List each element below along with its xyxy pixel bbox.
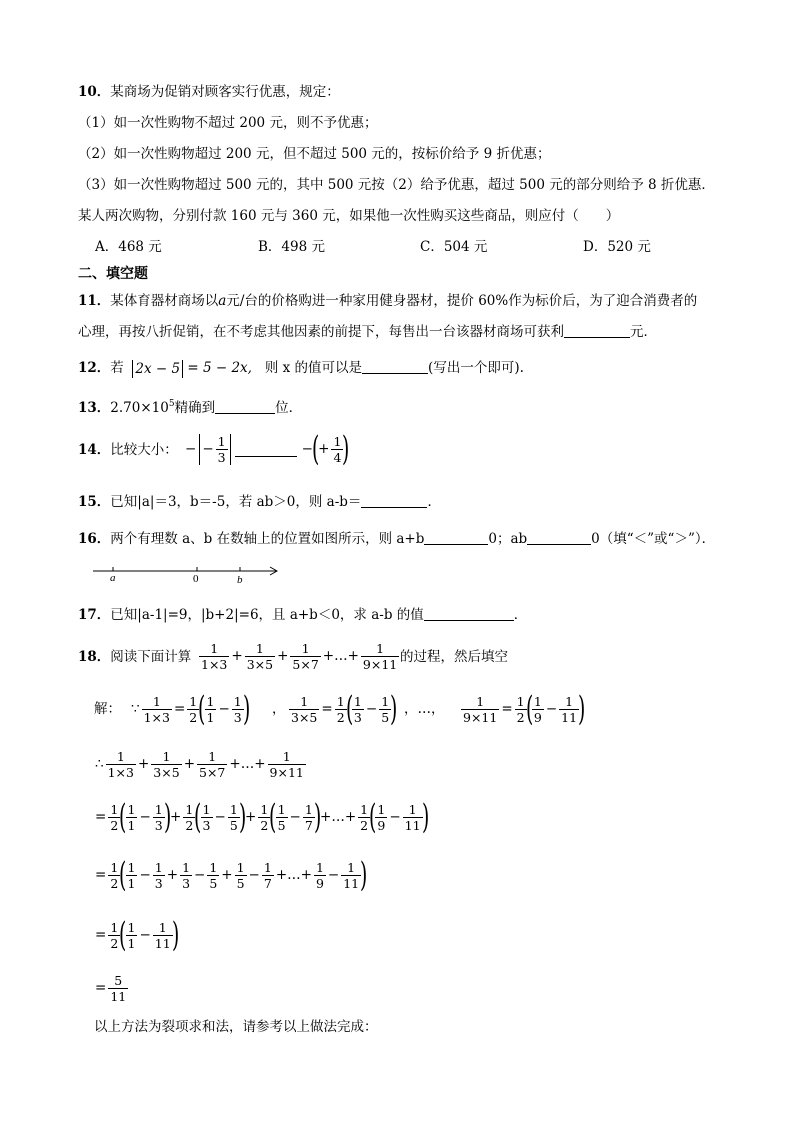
q11-answer-blank[interactable] xyxy=(564,323,630,338)
q15-answer-blank[interactable] xyxy=(361,493,427,508)
telescoping-step: = $\frac{1}{2}$ ( $\frac{1}{1}$ − $\frac{1}{3}$ + $\frac{1}{3}$ − $\frac{1}{5}$ + $\frac{1}{5}$ − $\frac{1}{7}$ +…+ $\frac{1}{9}$ − $\frac{1}{11}$ ) xyxy=(95,855,368,895)
ellipsis: ，…， xyxy=(404,701,445,717)
comma-1: ， xyxy=(272,701,286,717)
answer-step: = $\frac{5}{11}$ xyxy=(95,972,127,1004)
q16-blank-sum[interactable] xyxy=(424,530,488,545)
q11-line1: 11．某体育器材商场以a元/台的价格购进一种家用健身器材，提价 60%作为标价后，为了迎合消费者的 xyxy=(78,293,698,309)
section-heading: 二、填空题 xyxy=(78,266,148,282)
q10-rule3: （3）如一次性购物超过 500 元的，其中 500 元按（2）给予优惠，超过 500 元的部分则给予 8 折优惠． xyxy=(78,177,715,193)
q17-answer-blank[interactable] xyxy=(424,606,514,621)
q11-line2: 心理，再按八折促销，在不考虑其他因素的前提下，每售出一台该器材商场可获利 元． xyxy=(78,324,657,340)
q14-frac-left: $\frac{1}{3}$ xyxy=(217,433,226,465)
therefore-sum: ∴ $\frac{1}{1\times 3}$ + $\frac{1}{3\times 5}$ + $\frac{1}{5\times 7}$ +…+ $\frac{1}{9\times 11}$ xyxy=(95,748,304,780)
q10-rule1: （1）如一次性购物不超过 200 元，则不予优惠； xyxy=(78,115,378,131)
q10-stem: 10．某商场为促销对顾客实行优惠，规定： xyxy=(78,84,340,100)
q10-option-b: B．498 元 xyxy=(258,239,325,255)
q12-abs-expression: 2x − 5 xyxy=(132,360,183,378)
solution-step-2: $\frac{1}{3\times 5}$ = $\frac{1}{2}$ ( $\frac{1}{3}$ − $\frac{1}{5}$ ) xyxy=(291,689,398,729)
axis-label-a: a xyxy=(110,572,116,584)
q10-option-d: D．520 元 xyxy=(583,239,651,255)
q14-expression: − − $\frac{1}{3}$ − ( + $\frac{1}{4}$ ) xyxy=(185,429,350,469)
q13-answer-blank[interactable] xyxy=(215,399,275,414)
q18-text-b: 的过程，然后填空 xyxy=(400,649,508,665)
q13-line: 13．$2.70\times 10^5$精确到 位． xyxy=(78,399,303,416)
axis-label-b: b xyxy=(237,574,243,586)
q15-line: 15．已知|a|＝3，b＝-5，若 ab＞0，则 a-b＝ ． xyxy=(78,494,441,510)
q14-frac-right: $\frac{1}{4}$ xyxy=(333,433,342,465)
q17-line: 17．已知|a-1|=9，|b+2|=6，且 a+b＜0，求 a-b 的值 ． xyxy=(78,607,528,623)
number-line xyxy=(88,560,288,588)
q18-sum-expression: $\frac{1}{1\times 3}$ + $\frac{1}{3\times 5}$ + $\frac{1}{5\times 7}$ +…+ $\frac{1}{9\times 11}$ xyxy=(201,640,398,672)
q10-option-a: A．468 元 xyxy=(95,239,162,255)
expansion-step: = $\frac{1}{2}$ ( $\frac{1}{1}$ − $\frac{1}{3}$ ) + $\frac{1}{2}$ ( $\frac{1}{3}$ − $\frac{1}{5}$ ) + $\frac{1}{2}$ ( $\frac{1}{5}$ − $\frac{1}{7}$ ) +…+ $\frac{1}{2}$ ( $\frac{1}{9}$ − $\frac{1}{11}$ ) xyxy=(95,797,429,837)
solution-label: 解： xyxy=(94,701,121,717)
q14-label: 14．比较大小： xyxy=(78,442,178,458)
q12-answer-blank[interactable] xyxy=(362,359,428,374)
q16-blank-product[interactable] xyxy=(527,530,591,545)
q14-abs-bars: − $\frac{1}{3}$ xyxy=(199,434,230,465)
q18-closing: 以上方法为裂项求和法，请参考以上做法完成： xyxy=(94,1019,378,1035)
q10-rule2: （2）如一次性购物超过 200 元，但不超过 500 元的，按标价给予 9 折优惠； xyxy=(78,146,551,162)
solution-step-3: $\frac{1}{9\times 11}$ = $\frac{1}{2}$ ( $\frac{1}{9}$ − $\frac{1}{11}$ ) xyxy=(463,689,586,729)
q18-label: 18．阅读下面计算 xyxy=(78,649,192,665)
axis-label-zero: 0 xyxy=(193,573,199,585)
q14-answer-blank[interactable] xyxy=(235,442,297,457)
q10-question: 某人两次购物，分别付款 160 元与 360 元，如果他一次性购买这些商品，则应付（ ） xyxy=(78,208,620,224)
q12-line: 12．若 2x − 5 = 5 − 2x, 则 x 的值可以是 (写出一个即可). xyxy=(78,360,524,377)
simplified-step: = $\frac{1}{2}$ ( $\frac{1}{1}$ − $\frac{1}{11}$ ) xyxy=(95,915,179,955)
q10-option-c: C．504 元 xyxy=(420,239,488,255)
q16-line: 16．两个有理数 a、b 在数轴上的位置如图所示，则 a+b 0；ab 0（填“＜”或“＞”）． xyxy=(78,531,716,547)
solution-step-1: ∵ $\frac{1}{1\times 3}$ = $\frac{1}{2}$ ( $\frac{1}{1}$ − $\frac{1}{3}$ ) xyxy=(131,689,251,729)
